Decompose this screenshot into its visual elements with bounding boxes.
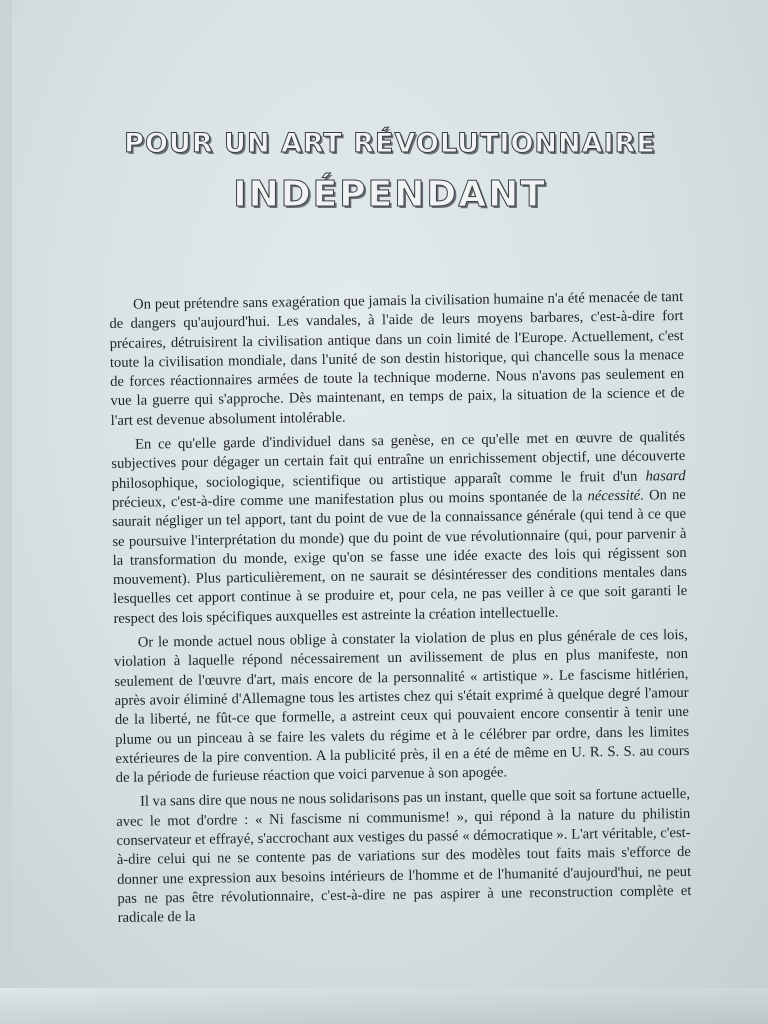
paper-sheet — [12, 0, 768, 1000]
emphasis-necessite: nécessité — [587, 487, 641, 505]
emphasis-hasard: hasard — [645, 467, 686, 485]
document-body — [109, 288, 692, 933]
paragraph-1: On peut prétendre sans exagération que jamais la civilisation humaine n'a été menacée de tant de dangers qu'aujourd'hui. Les vandales, à l'aide de leurs moyens barbares, c'est-à-dire fort précaires, détruisirent la civilisation antique dans un coin limité de l'Europe. Actuellement, c'est toute la civilisation mondiale, dans l'unité de son destin historique, qui chancelle sous la menace de forces réactionnaires armées de toute la technique moderne. Nous n'avons pas seulement en vue la guerre qui s'approche. Dès maintenant, en temps de paix, la situation de la science et de l'art est devenue absolument intolérable. — [109, 288, 685, 429]
title-line-1: POUR UN ART RÉVOLUTIONNAIRE — [124, 128, 656, 159]
paragraph-4: Il va sans dire que nous ne nous solidarisons pas un instant, quelle que soit sa fortune actuelle, avec le mot d'ordre : « Ni fascisme ni communisme! », qui répond à la nature du philistin conservateur et effrayé, s'accrochant aux vestiges du passé « démocratique ». L'art véritable, c'est-à-dire celui qui ne se contente pas de variations sur des modèles tout faits mais s'efforce de donner une expression aux besoins intérieurs de l'homme et de l'humanité d'aujourd'hui, ne peut pas ne pas être révolutionnaire, c'est-à-dire ne pas aspirer à une reconstruction complète et radicale de la — [116, 786, 692, 927]
paragraph-2-part-c: . On ne saurait négliger un tel apport, tant du point de vue de la connaissance générale (qui tend à ce que se poursuive l'interprétation du monde) que du point de vue révolutionnaire (qui, pour parvenir à la transformation du monde, exige qu'on se fasse une idée exacte des lois qui régissent son mouvement). Plus particulièrement, on ne saurait se désintéresser des conditions mentales dans lesquelles cet apport continue à se produire et, pour cela, ne pas veiller à ce que soit garanti le respect des lois spécifiques auxquelles est astreinte la création intellectuelle. — [112, 486, 688, 627]
title-line-2: INDÉPENDANT — [233, 174, 547, 215]
paragraph-2-part-a: En ce qu'elle garde d'individuel dans sa genèse, en ce qu'elle met en œuvre de qualités subjectives pour dégager un certain fait qui entraîne un enrichissement objectif, une découverte philosophique, sociologique, scientifique ou artistique apparaît comme le fruit d'un — [111, 429, 686, 492]
paragraph-3: Or le monde actuel nous oblige à constater la violation de plus en plus générale de ces lois, violation à laquelle répond nécessairement un avilissement de plus en plus manifeste, non seulement de l'œuvre d'art, mais encore de la personnalité « artistique ». Le fascisme hitlérien, après avoir éliminé d'Allemagne tous les artistes chez qui s'était exprimé à quelque degré l'amour de la liberté, ne fût-ce que formelle, a astreint ceux qui pouvaient encore consentir à tenir une plume ou un pinceau à se faire les valets du régime et à le célébrer par ordre, dans les limites extérieures de la pire convention. A la publicité près, il en a été de même en U. R. S. S. au cours de la période de furieuse réaction que voici parvenue à son apogée. — [114, 626, 690, 787]
page-bottom-edge — [0, 988, 768, 1024]
paragraph-2-part-b: précieux, c'est-à-dire comme une manifestation plus ou moins spontanée de la — [111, 488, 588, 511]
paragraph-2 — [111, 428, 688, 629]
